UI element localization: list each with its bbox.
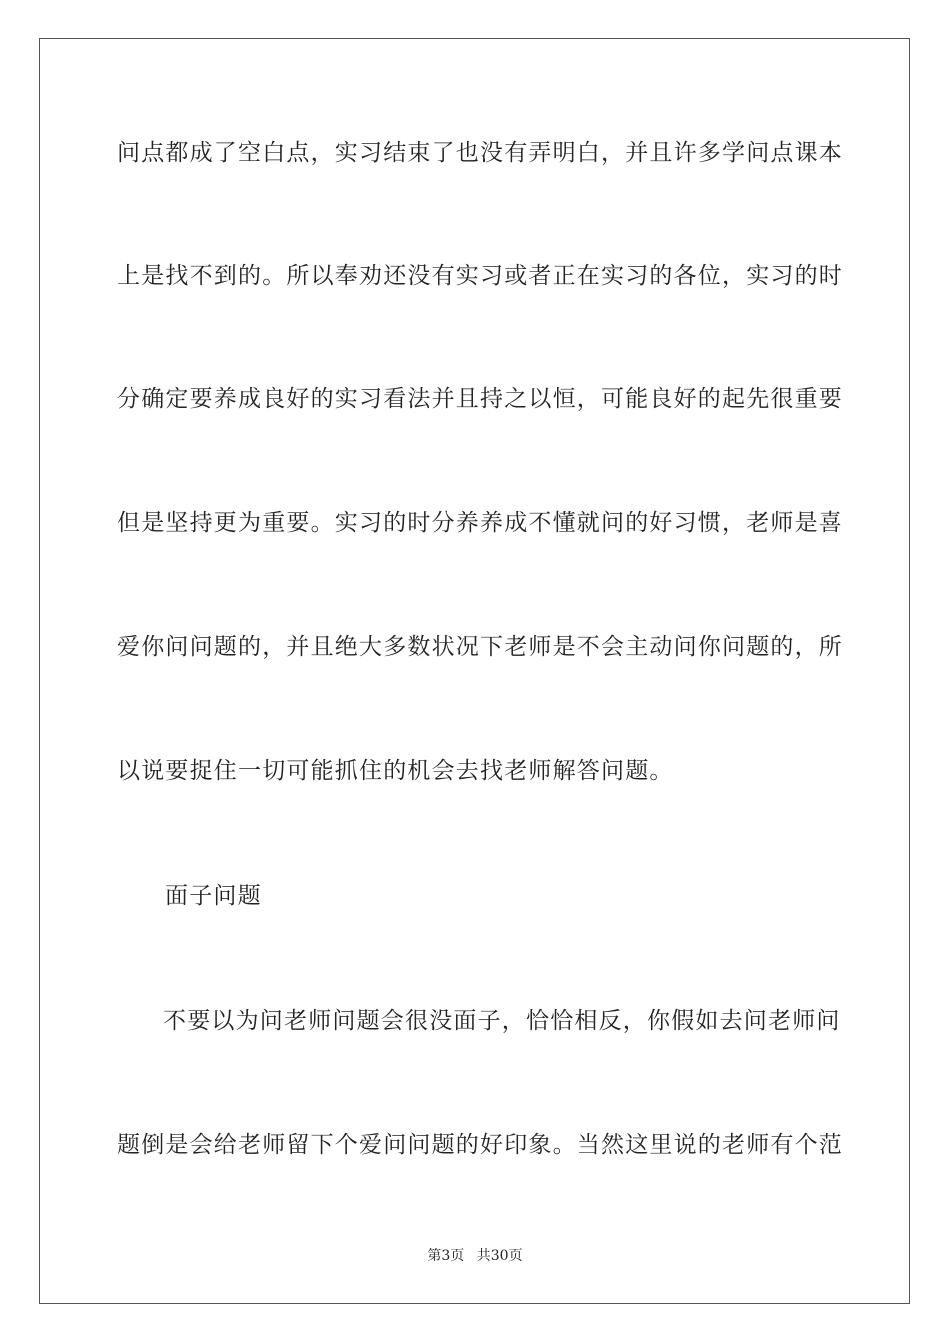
body-text-line: 以说要捉住一切可能抓住的机会去找老师解答问题。 <box>117 758 674 784</box>
body-text-line: 但是坚持更为重要。实习的时分养养成不懂就问的好习惯，老师是喜 <box>117 510 843 536</box>
body-text-line: 上是找不到的。所以奉劝还没有实习或者正在实习的各位，实习的时 <box>117 263 843 289</box>
body-text-line: 问点都成了空白点，实习结束了也没有弄明白，并且许多学问点课本 <box>117 140 843 166</box>
page-total: 共30页 <box>476 1248 523 1264</box>
section-heading: 面子问题 <box>165 883 262 909</box>
body-text-line: 分确定要养成良好的实习看法并且持之以恒，可能良好的起先很重要 <box>117 386 843 412</box>
page-number: 第3页 <box>427 1248 465 1264</box>
body-text-line: 题倒是会给老师留下个爱问问题的好印象。当然这里说的老师有个范 <box>117 1132 843 1158</box>
page-footer <box>0 1246 950 1266</box>
page-border <box>39 38 910 1304</box>
body-text-line: 不要以为问老师问题会很没面子，恰恰相反，你假如去问老师问 <box>163 1008 841 1034</box>
body-text-line: 爱你问问题的，并且绝大多数状况下老师是不会主动问你问题的，所 <box>117 634 843 660</box>
